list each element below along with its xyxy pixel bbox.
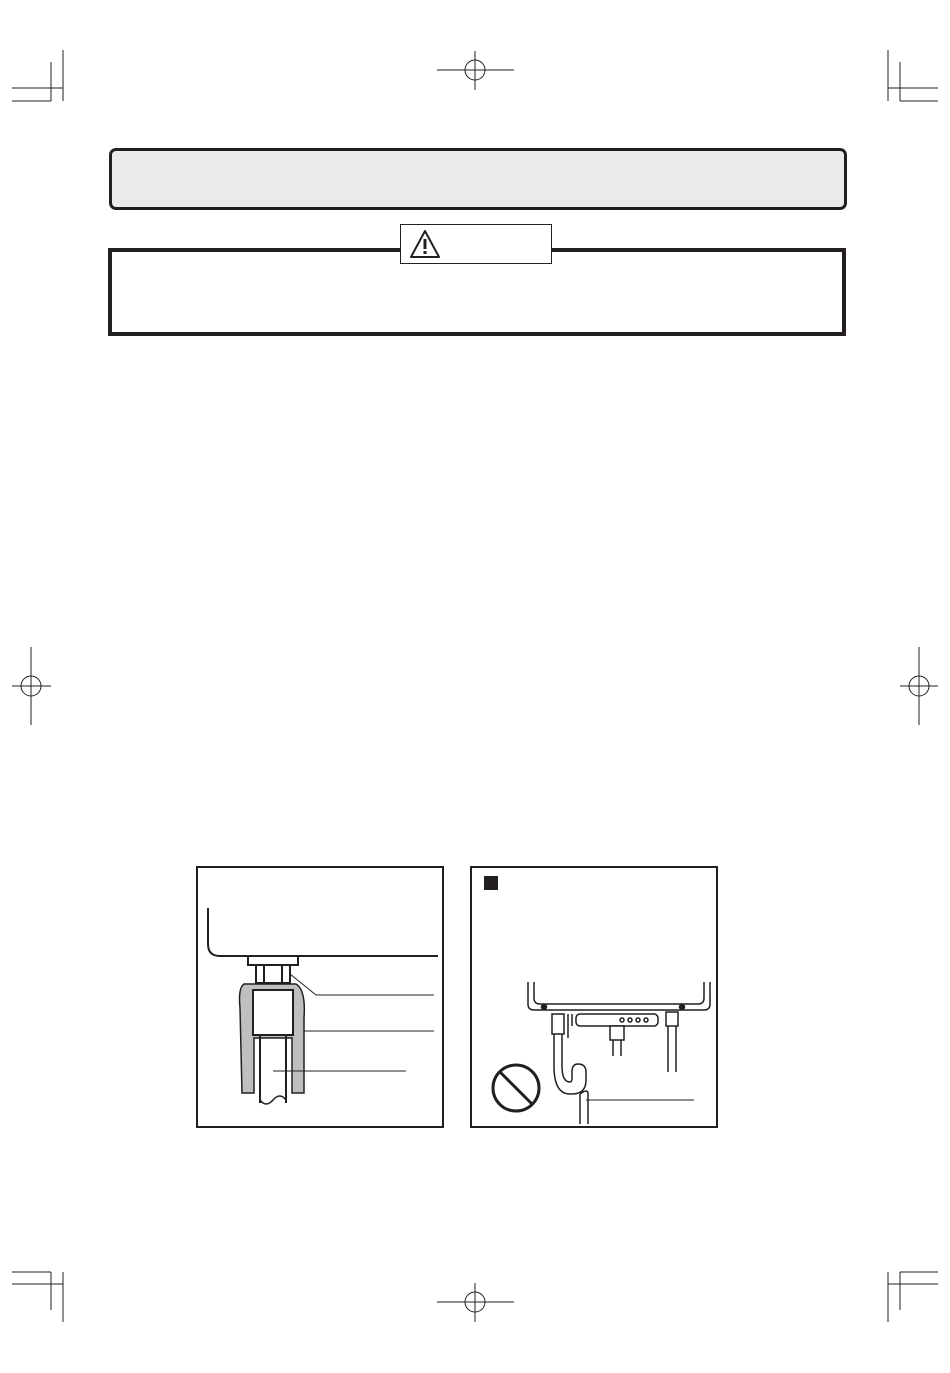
fitting-plate <box>248 956 298 965</box>
figure-right-prohibited-piping <box>470 866 718 1128</box>
mount-screw-right <box>680 1005 685 1010</box>
figure-left-pipe-connection <box>196 866 444 1128</box>
mount-screw-left <box>542 1005 547 1010</box>
warning-triangle-icon <box>410 229 440 259</box>
warning-label-tab <box>400 224 552 264</box>
pipe-fitting <box>253 990 293 1035</box>
register-mark-left <box>12 647 51 725</box>
register-mark-right <box>900 647 938 725</box>
heater-body-outline <box>208 908 438 956</box>
trap-bend <box>554 1064 586 1094</box>
prohibition-icon <box>493 1065 539 1111</box>
register-mark-top <box>437 51 514 90</box>
connector-manifold <box>576 1014 658 1026</box>
section-header-bar <box>109 148 847 210</box>
right-fitting <box>666 1012 678 1026</box>
pipe-break <box>260 1096 286 1104</box>
left-valve <box>552 1014 564 1034</box>
middle-fitting <box>610 1026 624 1040</box>
leader-line-nut <box>290 974 434 995</box>
prohibited-piping-illustration <box>472 868 720 1130</box>
union-nut <box>256 965 290 983</box>
pipe-connection-illustration <box>198 868 446 1130</box>
register-mark-bottom <box>437 1283 514 1322</box>
